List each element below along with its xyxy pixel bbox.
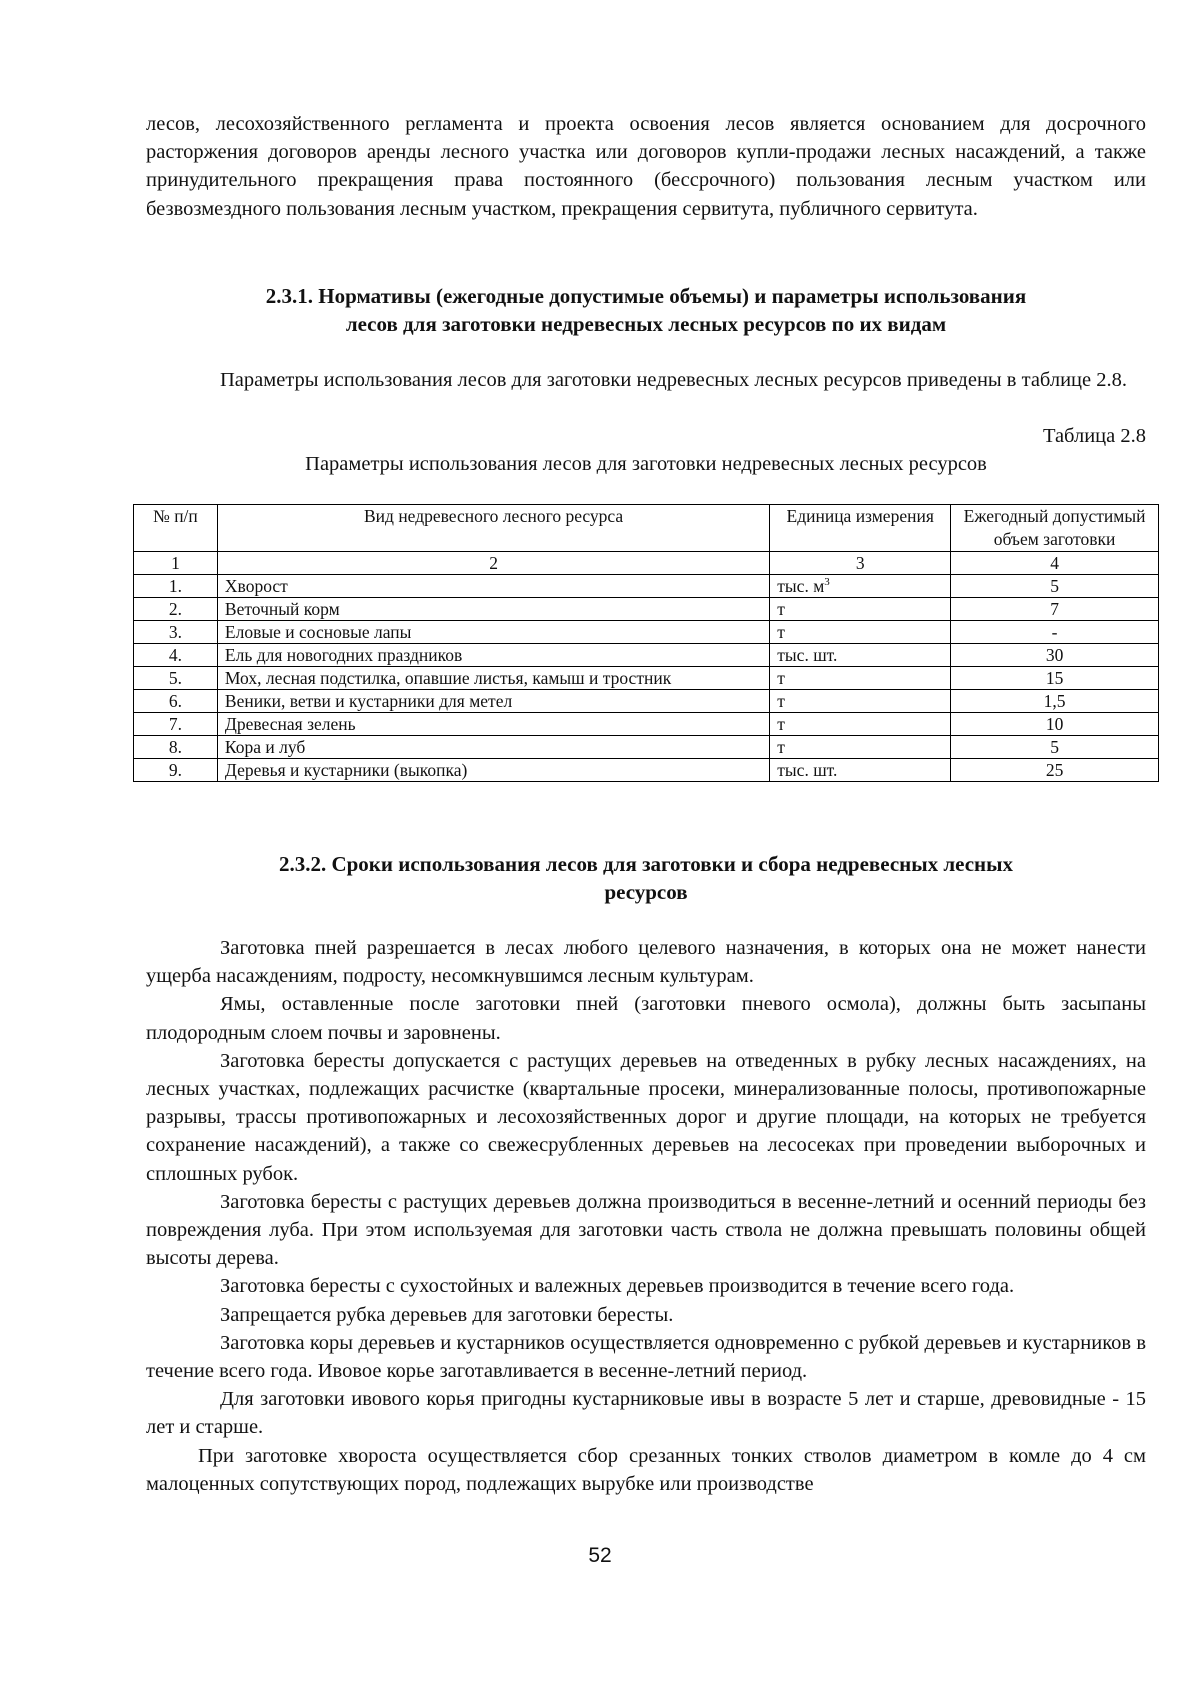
body-paragraph: Заготовка пней разрешается в лесах любого целевого назначения, в которых она не может нанести ущерба насаждениям, подросту, несомкнувшимся лесным культурам. <box>146 937 1146 988</box>
cell-num: 5. <box>134 667 218 690</box>
cell-volume: 10 <box>951 713 1159 736</box>
cell-volume: 30 <box>951 644 1159 667</box>
cell-volume: 25 <box>951 759 1159 782</box>
body-paragraph: Для заготовки ивового корья пригодны кустарниковые ивы в возрасте 5 лет и старше, древовидные - 15 лет и старше. <box>146 1388 1146 1439</box>
table-row <box>134 759 1159 782</box>
cell-volume: 5 <box>951 575 1159 598</box>
resources-table <box>133 504 1159 782</box>
unit-superscript: 3 <box>824 576 830 589</box>
heading-line-1: 2.3.1. Нормативы (ежегодные допустимые объемы) и параметры использования <box>265 284 1027 308</box>
cell-unit: т <box>770 713 951 736</box>
cell-unit: т <box>770 736 951 759</box>
cell-resource: Деревья и кустарники (выкопка) <box>217 759 769 782</box>
cell-resource: Ель для новогодних праздников <box>217 644 769 667</box>
body-paragraph: Запрещается рубка деревьев для заготовки бересты. <box>220 1303 674 1326</box>
cell-volume: 5 <box>951 736 1159 759</box>
colnum: 1 <box>134 552 218 575</box>
body-paragraph: Ямы, оставленные после заготовки пней (заготовки пневого осмола), должны быть засыпаны плодородным слоем почвы и заровнены. <box>146 993 1146 1044</box>
colnum: 2 <box>217 552 769 575</box>
cell-resource: Древесная зелень <box>217 713 769 736</box>
cell-volume: 15 <box>951 667 1159 690</box>
cell-resource: Мох, лесная подстилка, опавшие листья, камыш и тростник <box>217 667 769 690</box>
section-2-3-1-heading <box>146 282 1146 338</box>
table-label: Таблица 2.8 <box>1042 425 1146 447</box>
cell-unit: тыс. шт. <box>770 759 951 782</box>
cell-volume: 1,5 <box>951 690 1159 713</box>
cell-resource: Хворост <box>217 575 769 598</box>
heading-line-2: ресурсов <box>604 880 688 904</box>
heading-line-2: лесов для заготовки недревесных лесных ресурсов по их видам <box>345 312 947 336</box>
cell-volume: 7 <box>951 598 1159 621</box>
intro-paragraph: лесов, лесохозяйственного регламента и проекта освоения лесов является основанием для досрочного расторжения договоров аренды лесного участка или договоров купли-продажи лесных насаждений, а также принудительного прекращения права постоянного (бессрочного) пользования лесным участком или безвозмездного пользования лесным участком, прекращения сервитута, публичного сервитута. <box>146 113 1146 220</box>
cell-unit: т <box>770 667 951 690</box>
cell-unit: т <box>770 621 951 644</box>
colnum: 3 <box>770 552 951 575</box>
heading-line-1: 2.3.2. Сроки использования лесов для заготовки и сбора недревесных лесных <box>278 852 1014 876</box>
cell-num: 3. <box>134 621 218 644</box>
header-unit: Единица измерения <box>770 505 951 552</box>
table-row <box>134 736 1159 759</box>
cell-num: 2. <box>134 598 218 621</box>
body-paragraph: Заготовка бересты допускается с растущих деревьев на отведенных в рубку лесных насаждениях, на лесных участках, подлежащих расчистке (квартальные просеки, минерализованные полосы, противопожарные разрывы, трассы противопожарных и лесохозяйственных дорог и другие площади, на которых не требуется сохранение насаждений), а также со свежесрубленных деревьев на лесосеках при проведении выборочных и сплошных рубок. <box>146 1049 1146 1185</box>
cell-num: 9. <box>134 759 218 782</box>
table-column-numbers-row <box>134 552 1159 575</box>
cell-unit: т <box>770 690 951 713</box>
body-paragraph: При заготовке хвороста осуществляется сбор срезанных тонких стволов диаметром в комле до 4 см малоценных сопутствующих пород, подлежащих вырубке или производстве <box>146 1444 1146 1495</box>
cell-num: 8. <box>134 736 218 759</box>
table-row <box>134 644 1159 667</box>
section-2-3-2-heading <box>146 850 1146 906</box>
page-number: 52 <box>588 1544 612 1567</box>
table-row <box>134 621 1159 644</box>
body-paragraph: Заготовка коры деревьев и кустарников осуществляется одновременно с рубкой деревьев и кустарников в течение всего года. Ивовое корье заготавливается в весенне-летний период. <box>146 1331 1146 1383</box>
cell-num: 4. <box>134 644 218 667</box>
cell-volume: - <box>951 621 1159 644</box>
table-caption: Параметры использования лесов для заготовки недревесных лесных ресурсов <box>305 453 987 475</box>
cell-resource: Веники, ветви и кустарники для метел <box>217 690 769 713</box>
body-paragraph: Заготовка бересты с сухостойных и валежных деревьев производится в течение всего года. <box>220 1275 1015 1298</box>
header-volume: Ежегодный допустимый объем заготовки <box>951 505 1159 552</box>
cell-unit: тыс. шт. <box>770 644 951 667</box>
table-row <box>134 713 1159 736</box>
table-row <box>134 598 1159 621</box>
cell-num: 7. <box>134 713 218 736</box>
section-2-3-2-body <box>146 934 1146 1498</box>
cell-num: 1. <box>134 575 218 598</box>
header-resource: Вид недревесного лесного ресурса <box>217 505 769 552</box>
header-num: № п/п <box>134 505 218 552</box>
section-2-3-1-paragraph: Параметры использования лесов для заготовки недревесных лесных ресурсов приведены в таблице 2.8. <box>220 369 1127 391</box>
cell-resource: Еловые и сосновые лапы <box>217 621 769 644</box>
cell-unit: т <box>770 598 951 621</box>
cell-unit: тыс. $м^3$ <box>770 575 951 598</box>
body-paragraph: Заготовка бересты с растущих деревьев должна производиться в весенне-летний и осенний периоды без повреждения луба. При этом используемая для заготовки часть ствола не должна превышать половины общей высоты дерева. <box>146 1190 1146 1270</box>
table-row <box>134 575 1159 598</box>
table-row <box>134 667 1159 690</box>
cell-num: 6. <box>134 690 218 713</box>
table-header-row <box>134 505 1159 552</box>
colnum: 4 <box>951 552 1159 575</box>
table-row <box>134 690 1159 713</box>
cell-resource: Веточный корм <box>217 598 769 621</box>
cell-resource: Кора и луб <box>217 736 769 759</box>
